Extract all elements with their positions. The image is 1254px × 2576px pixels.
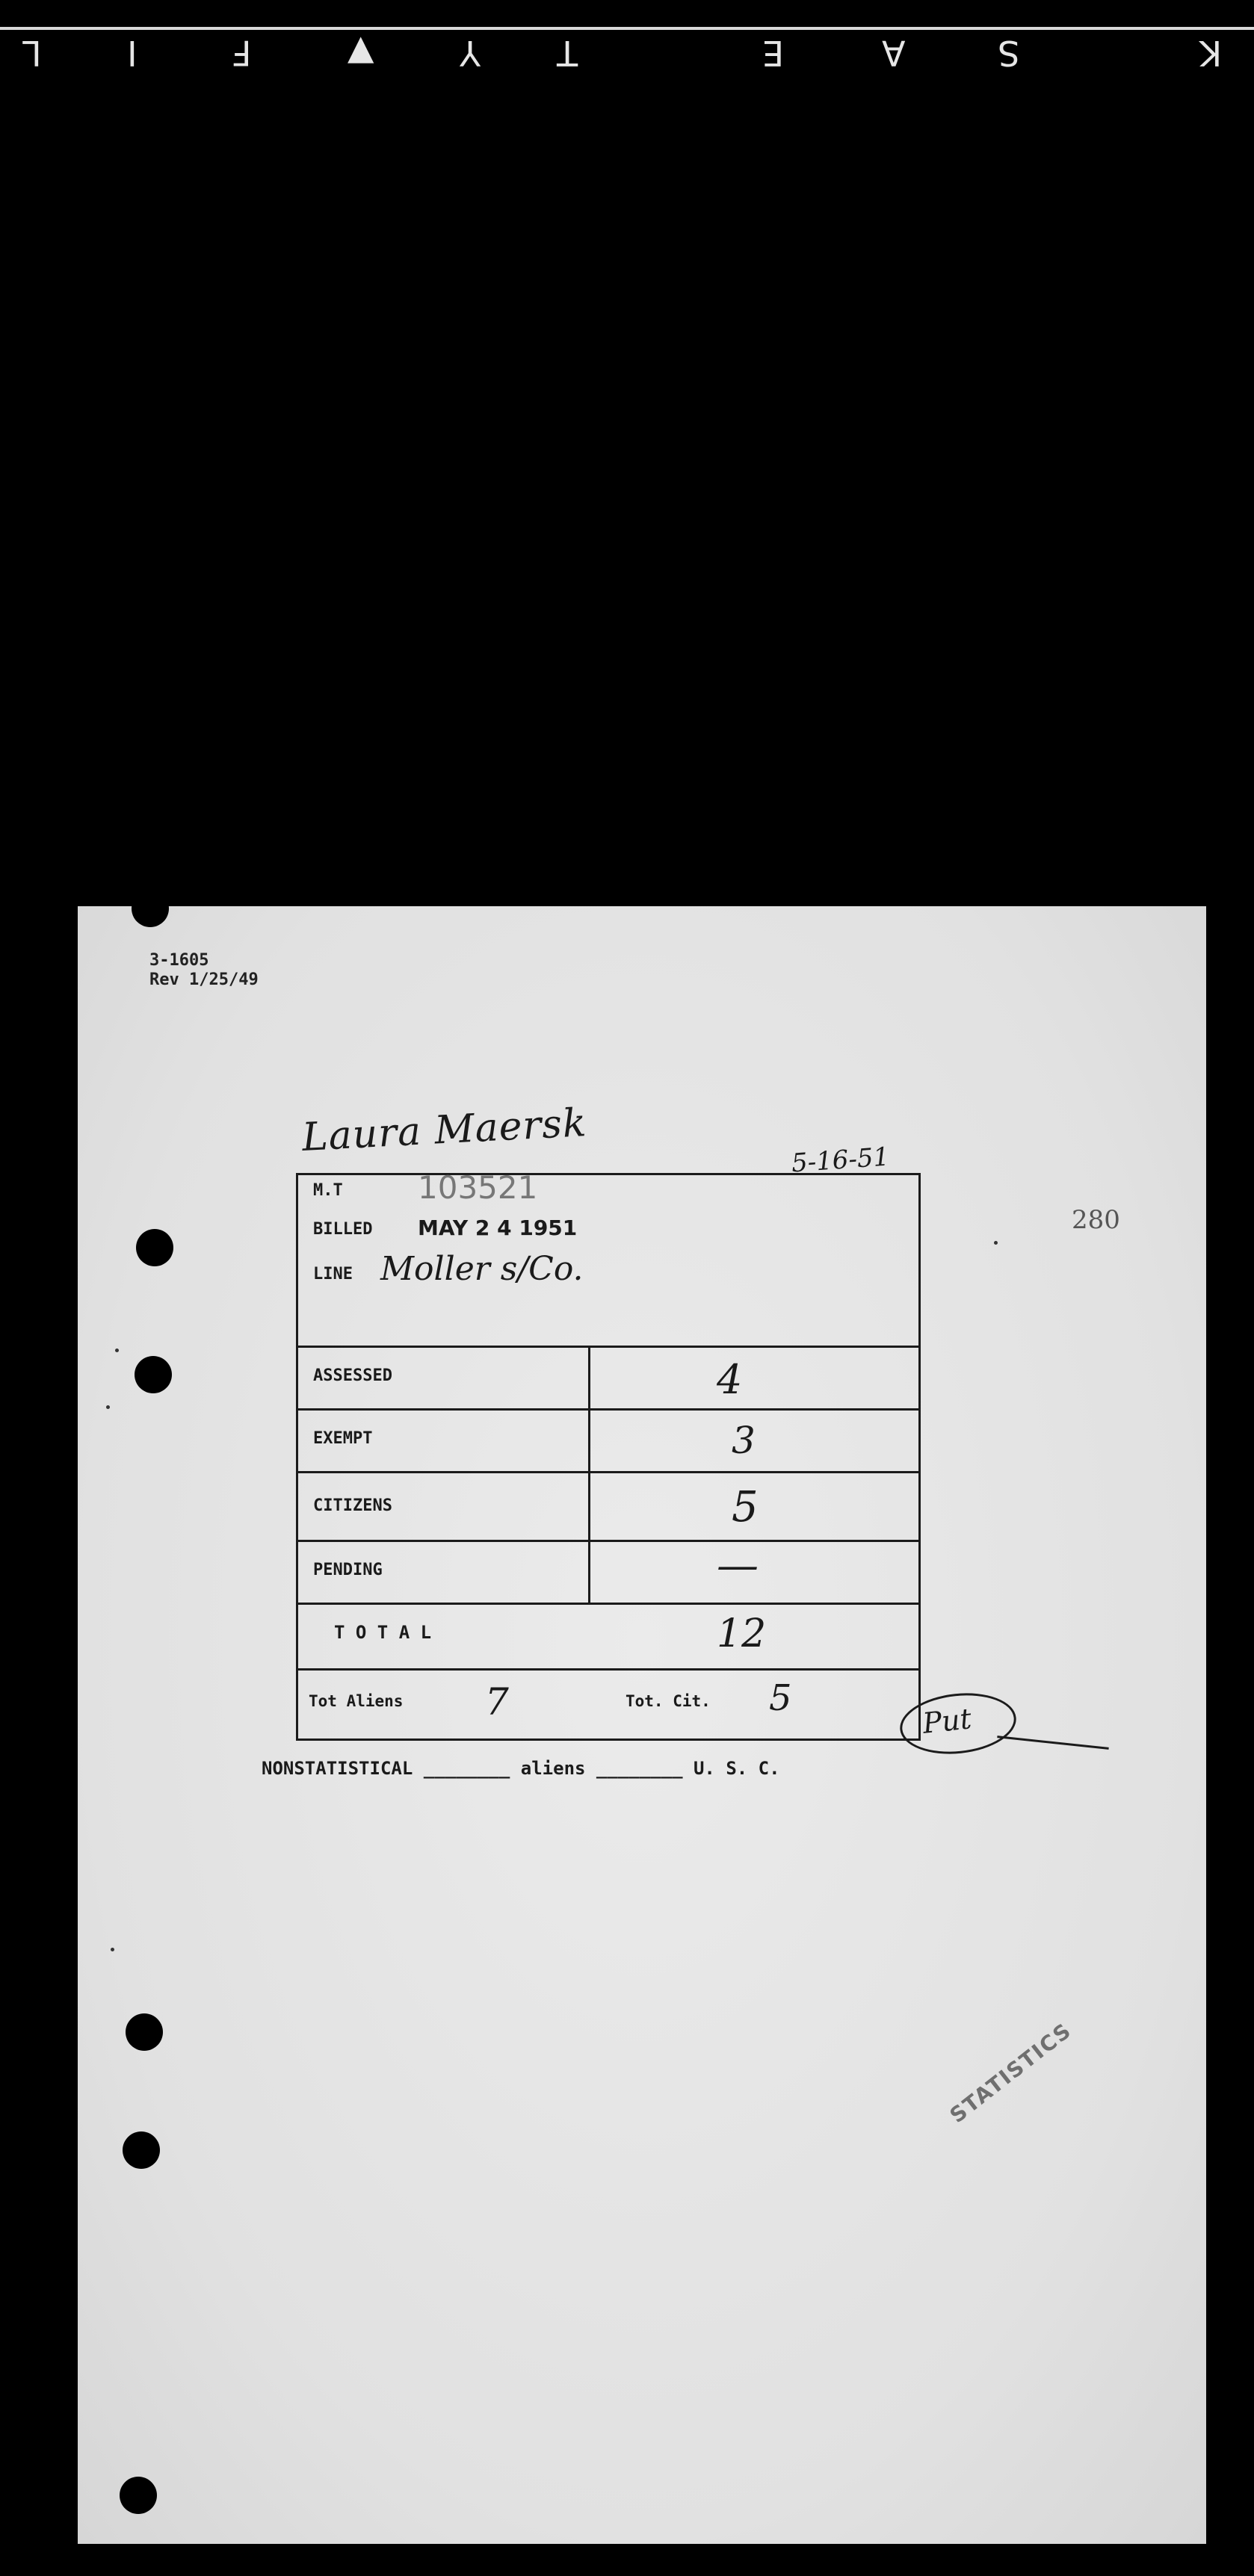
row-label-exempt: EXEMPT <box>313 1429 373 1448</box>
film-edge-strip <box>0 0 1254 82</box>
table-rule <box>298 1408 918 1411</box>
ship-name: Laura Maersk <box>300 1100 588 1160</box>
tot-cit-value: 5 <box>769 1677 792 1719</box>
table-rule <box>298 1540 918 1542</box>
manifest-label: M.T <box>313 1181 343 1200</box>
table-rule <box>298 1471 918 1473</box>
edge-letter: S <box>998 33 1020 73</box>
film-edge-text <box>0 33 1254 78</box>
edge-letter: L <box>22 33 42 73</box>
edge-letter: A <box>882 33 906 73</box>
punch-hole <box>120 2477 157 2514</box>
punch-hole <box>136 1229 173 1266</box>
row-label-citizens: CITIZENS <box>313 1496 392 1515</box>
table-rule <box>298 1668 918 1671</box>
punch-hole <box>123 2131 160 2169</box>
speck <box>115 1349 119 1352</box>
page-number: 280 <box>1072 1205 1120 1235</box>
billed-date: MAY 2 4 1951 <box>418 1216 578 1240</box>
table-divider <box>588 1346 590 1604</box>
film-edge-rule <box>0 27 1254 30</box>
manifest-card <box>296 1169 921 1741</box>
speck <box>106 1405 110 1409</box>
speck <box>111 1948 114 1951</box>
edge-letter: E <box>762 33 785 73</box>
edge-letter: T <box>557 33 578 73</box>
edge-letter: ▼ <box>348 33 374 73</box>
line-label: LINE <box>313 1265 353 1284</box>
initials-underline <box>997 1736 1108 1750</box>
total-label: T O T A L <box>334 1622 432 1643</box>
edge-letter: K <box>1199 33 1223 73</box>
edge-letter: I <box>127 33 138 73</box>
total-value: 12 <box>717 1611 767 1656</box>
document-page <box>78 906 1206 2544</box>
punch-hole <box>126 2013 163 2051</box>
arrival-date: 5-16-51 <box>790 1142 891 1179</box>
table-rule <box>298 1603 918 1605</box>
row-label-pending: PENDING <box>313 1561 383 1579</box>
tot-cit-label: Tot. Cit. <box>626 1692 711 1710</box>
form-number: 3-1605 <box>149 951 209 970</box>
nonstatistical-line: NONSTATISTICAL ________ aliens ________ U. S. C. <box>262 1758 780 1779</box>
tot-aliens-label: Tot Aliens <box>309 1692 404 1710</box>
line-value: Moller s/Co. <box>380 1250 584 1288</box>
row-label-assessed: ASSESSED <box>313 1366 392 1385</box>
row-value-exempt: 3 <box>732 1419 756 1462</box>
table-rule <box>298 1346 918 1348</box>
row-value-pending: — <box>717 1541 759 1590</box>
form-code <box>149 951 259 990</box>
tot-aliens-value: 7 <box>485 1680 509 1724</box>
row-value-citizens: 5 <box>732 1483 759 1532</box>
statistics-stamp: STATISTICS <box>945 2017 1077 2128</box>
speck <box>994 1241 998 1245</box>
manifest-number: 103521 <box>418 1169 538 1206</box>
punch-hole <box>132 890 169 927</box>
billed-label: BILLED <box>313 1220 373 1239</box>
form-revision: Rev 1/25/49 <box>149 970 259 989</box>
punch-hole <box>135 1356 172 1393</box>
initials-text: Put <box>921 1702 973 1740</box>
edge-letter: Y <box>460 33 481 73</box>
edge-letter: F <box>232 33 252 73</box>
row-value-assessed: 4 <box>717 1356 743 1403</box>
